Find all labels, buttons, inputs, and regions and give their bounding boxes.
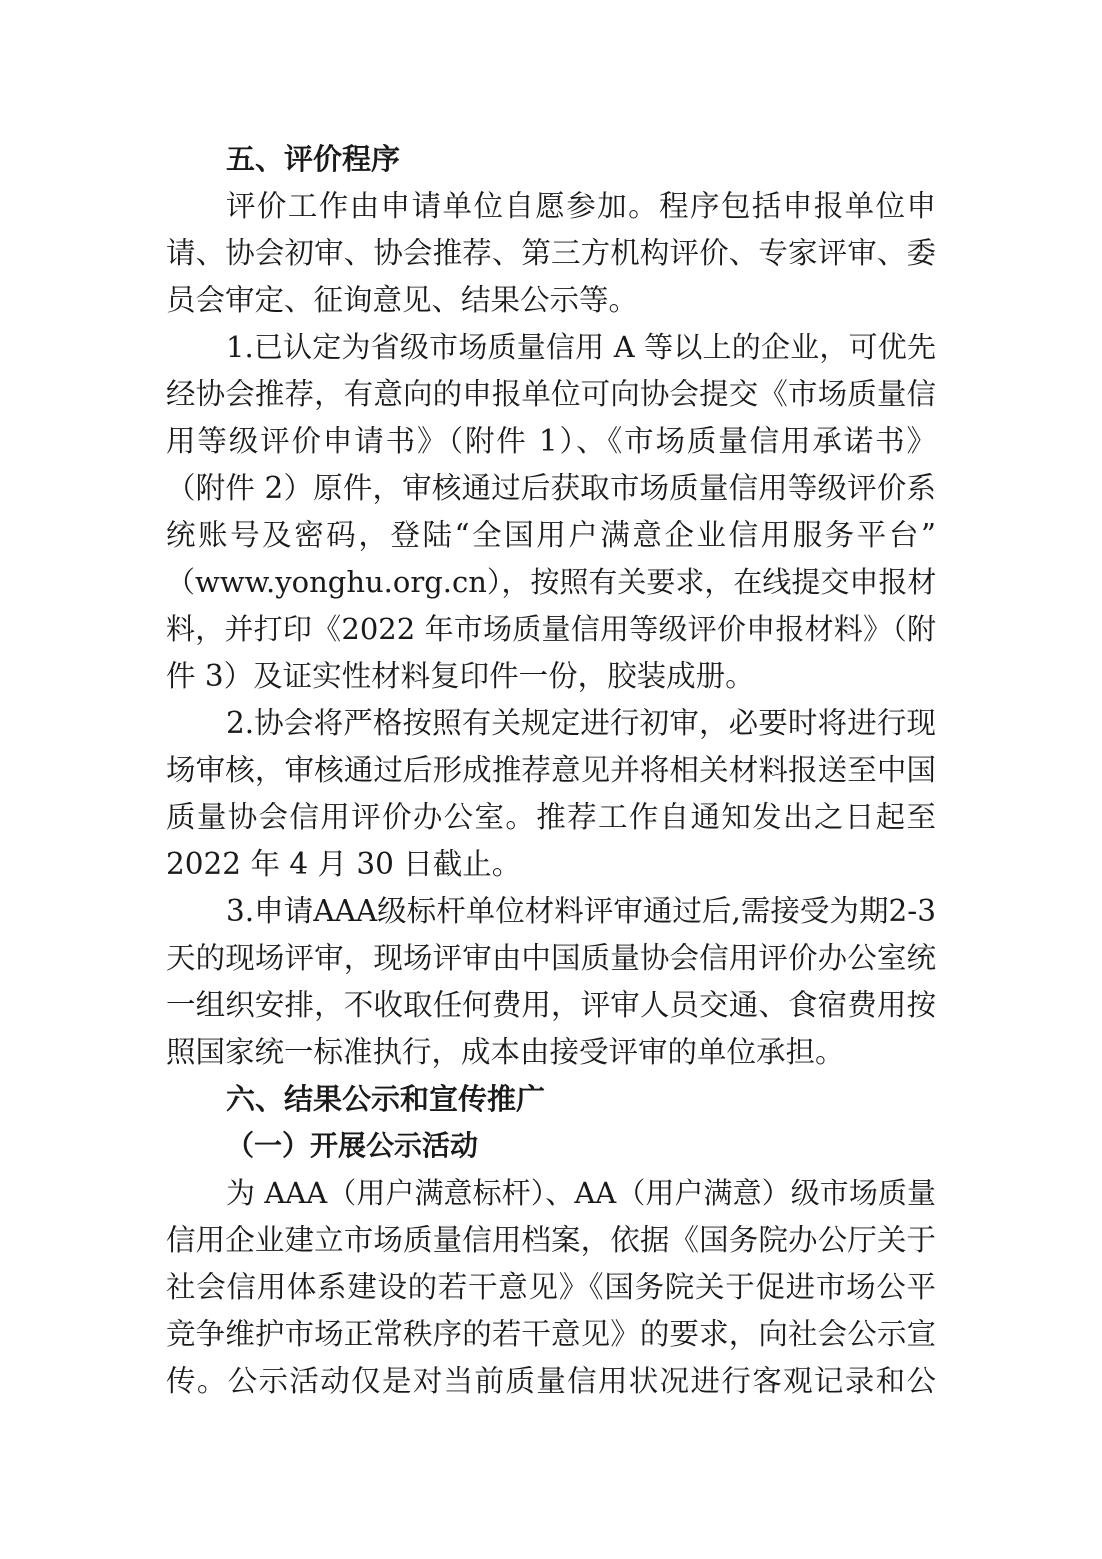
paragraph-line: 用等级评价申请书》（附件 1）、《市场质量信用承诺书》: [166, 424, 936, 458]
paragraph-line: 请、协会初审、协会推荐、第三方机构评价、专家评审、委: [166, 236, 936, 270]
paragraph-line: 传。公示活动仅是对当前质量信用状况进行客观记录和公: [166, 1364, 936, 1398]
paragraph-line: 天的现场评审，现场评审由中国质量协会信用评价办公室统: [166, 941, 936, 975]
paragraph-line: 场审核，审核通过后形成推荐意见并将相关材料报送至中国: [166, 753, 936, 787]
paragraph-line: （www.yonghu.org.cn），按照有关要求，在线提交申报材: [166, 565, 937, 599]
paragraph-line: 为 AAA（用户满意标杆）、AA（用户满意）级市场质量: [226, 1176, 936, 1210]
paragraph-line: 料，并打印《2022 年市场质量信用等级评价申报材料》（附: [166, 612, 936, 646]
paragraph-line: 信用企业建立市场质量信用档案，依据《国务院办公厅关于: [166, 1223, 936, 1257]
paragraph-line: 竞争维护市场正常秩序的若干意见》的要求，向社会公示宣: [166, 1317, 936, 1351]
paragraph-line: 统账号及密码，登陆“全国用户满意企业信用服务平台”: [166, 518, 936, 552]
section-heading-results-publicity: 六、结果公示和宣传推广: [226, 1082, 546, 1116]
paragraph-line: 经协会推荐，有意向的申报单位可向协会提交《市场质量信: [166, 377, 936, 411]
subsection-heading-publicity-activities: （一）开展公示活动: [226, 1129, 479, 1162]
paragraph-line: 照国家统一标准执行，成本由接受评审的单位承担。: [166, 1035, 845, 1069]
paragraph-line: 3.申请AAA级标杆单位材料评审通过后,需接受为期2-3: [226, 894, 936, 928]
paragraph-line: 2.协会将严格按照有关规定进行初审，必要时将进行现: [226, 706, 936, 740]
paragraph-line: 员会审定、征询意见、结果公示等。: [166, 283, 639, 317]
paragraph-line: 质量协会信用评价办公室。推荐工作自通知发出之日起至: [166, 800, 936, 834]
section-heading-evaluation-procedure: 五、评价程序: [226, 142, 401, 176]
paragraph-line: 一组织安排，不收取任何费用，评审人员交通、食宿费用按: [166, 988, 936, 1022]
paragraph-line: 评价工作由申请单位自愿参加。程序包括申报单位申: [226, 189, 936, 223]
paragraph-line: （附件 2）原件，审核通过后获取市场质量信用等级评价系: [166, 471, 936, 505]
paragraph-line: 1.已认定为省级市场质量信用 A 等以上的企业，可优先: [226, 330, 936, 364]
paragraph-line: 2022 年 4 月 30 日截止。: [166, 847, 522, 881]
paragraph-line: 件 3）及证实性材料复印件一份，胶装成册。: [166, 659, 755, 693]
paragraph-line: 社会信用体系建设的若干意见》《国务院关于促进市场公平: [166, 1270, 936, 1304]
